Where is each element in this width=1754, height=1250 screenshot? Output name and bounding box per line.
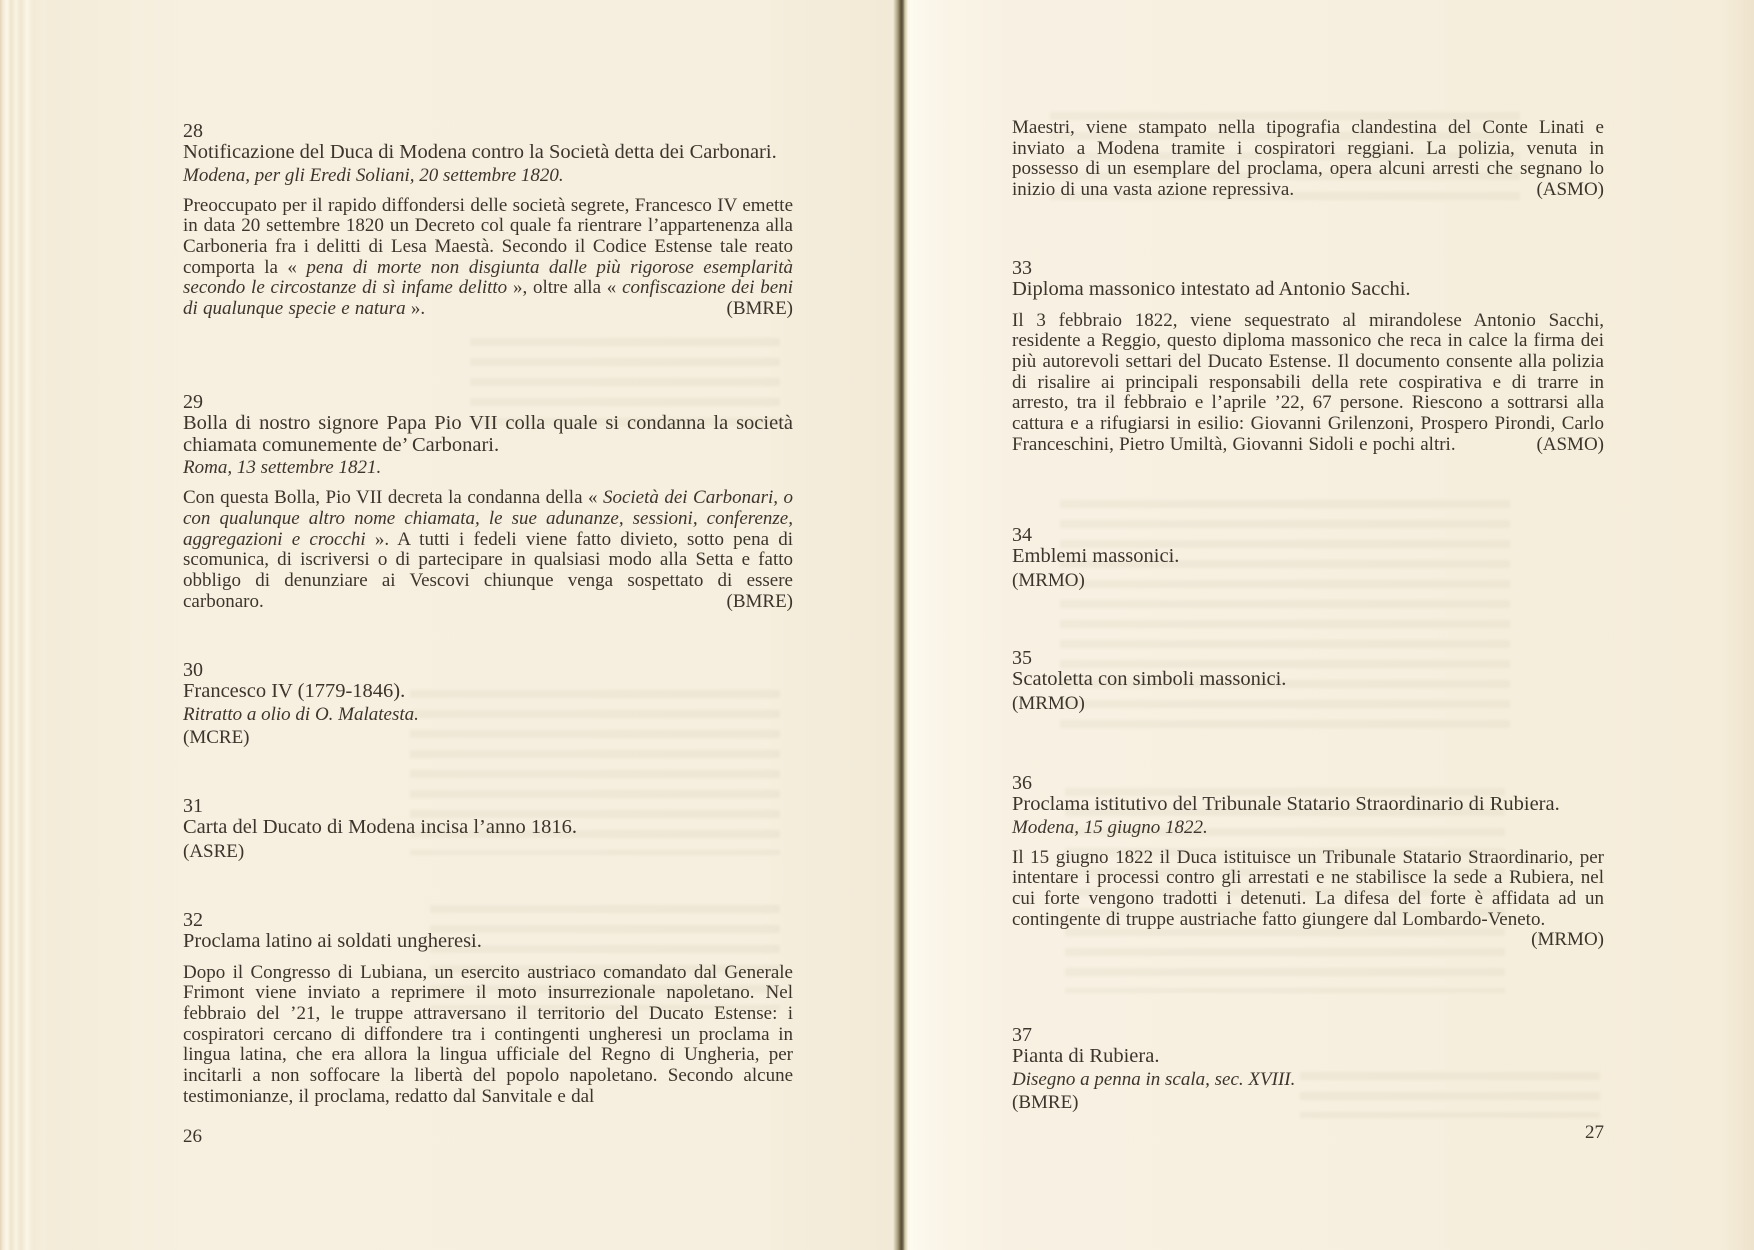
entry-title: Carta del Ducato di Modena incisa l’anno 1816. xyxy=(183,816,577,838)
entry-imprint: Ritratto a olio di O. Malatesta. xyxy=(183,703,419,725)
page-number-left: 26 xyxy=(183,1126,202,1147)
entry-body-text: Preoccupato per il rapido diffondersi delle società segrete, Francesco IV emette in data 20 settembre 1820 un Decreto col quale fa rientrare l’appartenenza alla Carboneria fra i delitti di Lesa Maestà. Secondo il Codice Estense tale reato comporta la « pena di morte non disgiunta dalle più rigorose esemplarità secondo le circostanze di sì infame delitto », oltre alla « confiscazione dei beni di qualunque specie e natura ». xyxy=(183,194,793,320)
page-number-right: 27 xyxy=(1585,1122,1604,1143)
entry-body-text: Con questa Bolla, Pio VII decreta la condanna della « Società dei Carbonari, o con qualunque altro nome chiamata, le sue adunanze, sessioni, conferenze, aggregazioni e crocchi ». A tutti i fedeli viene fatto divieto, sotto pena di scomunica, di iscriversi o di partecipare in qualsiasi modo alla Setta e fatto obbligo di denunziare ai Vescovi chiunque venga sospettato di essere carbonaro. xyxy=(183,487,793,612)
entry-source: (BMRE) xyxy=(1012,1091,1079,1113)
entry-imprint: Modena, 15 giugno 1822. xyxy=(1012,816,1208,838)
entry-source: (ASRE) xyxy=(183,840,245,862)
entry-title: Proclama latino ai soldati ungheresi. xyxy=(183,930,482,952)
entry-body-text: Il 3 febbraio 1822, viene sequestrato al mirandolese Antonio Sacchi, residente a Reggio, questo diploma massonico che reca in calce la firma dei più autorevoli settari del Ducato Estense. Il documento consente alla polizia di risalire ai principali responsabili della rete cospirativa e di trarre in arresto, tra il febbraio e l’aprile ’22, 67 persone. Riescono a sottrarsi alla cattura e a rifugiarsi in esilio: Giovanni Grilenzoni, Prospero Pirondi, Carlo Franceschini, Pietro Umiltà, Giovanni Sidoli e pochi altri. xyxy=(1012,309,1604,455)
entry-number: 28 xyxy=(183,120,203,142)
entry-imprint: Disegno a penna in scala, sec. XVIII. xyxy=(1012,1068,1296,1090)
entry-title: Francesco IV (1779-1846). xyxy=(183,680,406,702)
entry-body-text: Dopo il Congresso di Lubiana, un esercito austriaco comandato dal Generale Frimont viene inviato a reprimere il moto insurrezionale napoletano. Nel febbraio del ’21, le truppe attraversano il territorio del Ducato Estense: i cospiratori cercano di diffondere tra i contingenti ungheresi un proclama in lingua latina, che era allora la lingua ufficiale del Regno di Ungheria, per incitarli a non soffocare la libertà del popolo napoletano. Secondo alcune testimonianze, il proclama, redatto dal Sanvitale e dal xyxy=(183,961,793,1107)
entry-title: Scatoletta con simboli massonici. xyxy=(1012,668,1287,690)
entry-title: Emblemi massonici. xyxy=(1012,545,1180,567)
catalog-entry-34 xyxy=(1012,524,1604,591)
entry-number: 32 xyxy=(183,909,203,931)
entry-number: 37 xyxy=(1012,1024,1032,1046)
catalog-entry-32 xyxy=(183,909,793,1108)
catalog-entry-31 xyxy=(183,795,793,862)
entry-body-text: Il 15 giugno 1822 il Duca istituisce un Tribunale Statario Straordinario, per intentare i processi contro gli arrestati e ne stabilisce la sede a Rubiera, nel cui forte vengono tradotti i detenuti. La difesa del forte è affidata ad un contingente di truppe austriache fatto giungere dal Lombardo-Veneto. xyxy=(1012,846,1604,930)
entry-title: Pianta di Rubiera. xyxy=(1012,1045,1160,1067)
catalog-entry-36 xyxy=(1012,772,1604,951)
right-page xyxy=(910,0,1754,1250)
entry-number: 29 xyxy=(183,391,203,413)
entry-body xyxy=(1012,118,1604,201)
entry-imprint: Roma, 13 settembre 1821. xyxy=(183,457,382,479)
catalog-entry-37 xyxy=(1012,1024,1604,1113)
entry-number: 33 xyxy=(1012,257,1032,279)
book-gutter xyxy=(893,0,910,1250)
entry-source: (ASMO) xyxy=(1536,179,1604,201)
entry-title: Proclama istitutivo del Tribunale Statario Straordinario di Rubiera. xyxy=(1012,793,1560,815)
entry-source: (MRMO) xyxy=(1012,692,1085,714)
entry-number: 36 xyxy=(1012,772,1032,794)
entry-number: 31 xyxy=(183,795,203,817)
entry-source: (BMRE) xyxy=(726,590,793,612)
entry-imprint: Modena, per gli Eredi Soliani, 20 settembre 1820. xyxy=(183,164,564,186)
entry-body xyxy=(183,196,793,320)
entry-source: (BMRE) xyxy=(726,298,793,320)
entry-number: 34 xyxy=(1012,524,1032,546)
catalog-entry-35 xyxy=(1012,647,1604,714)
entry-source: (ASMO) xyxy=(1536,433,1604,455)
entry-title: Bolla di nostro signore Papa Pio VII colla quale si condanna la società chiamata comunemente de’ Carbonari. xyxy=(183,412,793,456)
entry-number: 30 xyxy=(183,659,203,681)
catalog-entry-33 xyxy=(1012,257,1604,456)
entry-body xyxy=(1012,846,1604,951)
entry-number: 35 xyxy=(1012,647,1032,669)
catalog-entry-29 xyxy=(183,391,793,612)
entry-source: (MRMO) xyxy=(1012,569,1085,591)
entry-body xyxy=(1012,311,1604,456)
page-edges xyxy=(0,0,46,1250)
entry-source: (MCRE) xyxy=(183,726,250,748)
catalog-entry-30 xyxy=(183,659,793,748)
catalog-entry-28 xyxy=(183,120,793,320)
entry-body-text: Maestri, viene stampato nella tipografia clandestina del Conte Linati e inviato a Modena tramite i cospiratori reggiani. La polizia, venuta in possesso di un esemplare del proclama, opera alcuni arresti che segnano lo inizio di una vasta azione repressiva. xyxy=(1012,117,1604,201)
entry-body xyxy=(183,963,793,1108)
catalog-entry-32-continuation xyxy=(1012,118,1604,201)
entry-source: (MRMO) xyxy=(1531,929,1604,951)
entry-title: Notificazione del Duca di Modena contro la Società detta dei Carbonari. xyxy=(183,141,777,163)
entry-body xyxy=(183,488,793,612)
entry-title: Diploma massonico intestato ad Antonio Sacchi. xyxy=(1012,278,1411,300)
